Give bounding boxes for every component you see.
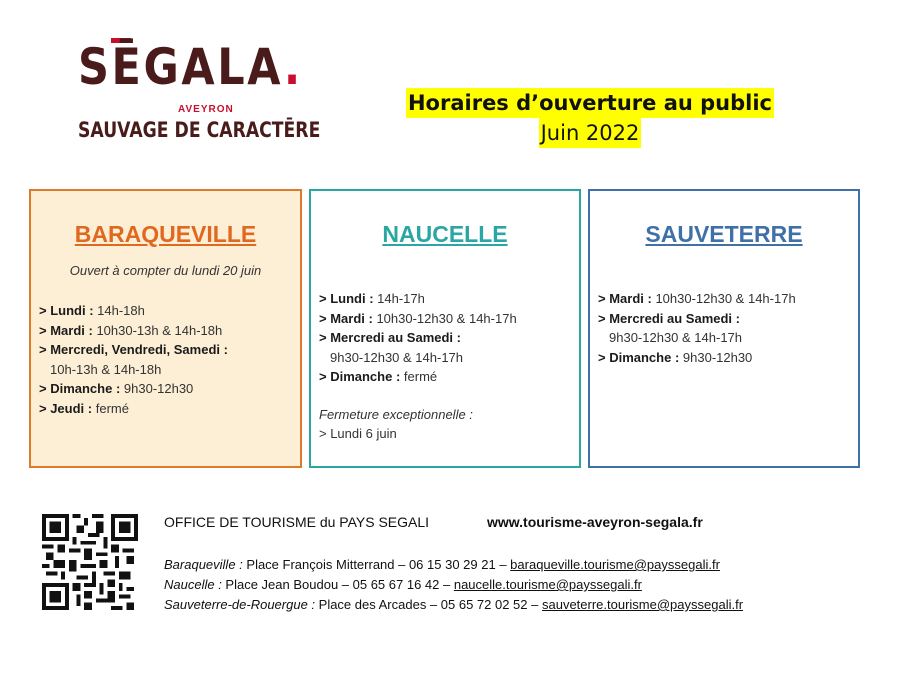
closure-title: Fermeture exceptionnelle : xyxy=(319,406,473,422)
hours-list xyxy=(319,289,573,444)
office-name: OFFICE DE TOURISME du PAYS SEGALI xyxy=(164,514,430,530)
hours-line: > Mardi : 10h30-13h & 14h-18h xyxy=(39,322,223,338)
hours-line: > Jeudi : fermé xyxy=(39,400,129,416)
hours-list xyxy=(598,289,852,367)
email-link[interactable]: sauveterre.tourisme@payssegali.fr xyxy=(541,597,744,612)
hours-list xyxy=(39,301,294,418)
hours-line: > Lundi : 14h-18h xyxy=(39,303,145,318)
website-link[interactable]: www.tourisme-aveyron-segala.fr xyxy=(487,514,703,530)
office-card-baraqueville xyxy=(29,189,302,468)
contact-line xyxy=(164,575,743,595)
contact-line xyxy=(164,555,743,575)
contact-city: Sauveterre-de-Rouergue : xyxy=(164,597,316,612)
contact-info: Place des Arcades – 05 65 72 02 52 – xyxy=(315,597,542,612)
logo-region: AVEYRON xyxy=(178,104,234,115)
contact-city: Naucelle : xyxy=(164,577,222,592)
hours-line: 9h30-12h30 & 14h-17h xyxy=(330,349,464,365)
office-title: SAUVETERRE xyxy=(645,221,803,247)
office-note: Ouvert à compter du lundi 20 juin xyxy=(69,263,262,278)
qr-code-icon[interactable] xyxy=(42,514,138,610)
contact-city: Baraqueville : xyxy=(164,557,243,572)
hours-line: > Mercredi au Samedi : xyxy=(598,310,740,326)
hours-line: > Mercredi, Vendredi, Samedi : xyxy=(39,342,228,357)
email-link[interactable]: baraqueville.tourisme@payssegali.fr xyxy=(510,557,720,572)
hours-line: > Mercredi au Samedi : xyxy=(319,330,461,345)
hours-line: > Mardi : 10h30-12h30 & 14h-17h xyxy=(598,291,796,306)
logo-tagline: SAUVAGE DE CARACTĒRE xyxy=(78,118,321,142)
hours-line: 9h30-12h30 & 14h-17h xyxy=(609,330,743,345)
page-title: Horaires d’ouverture au public xyxy=(406,88,774,118)
page-header xyxy=(400,88,780,148)
logo-wordmark: SĒGALA. xyxy=(78,38,303,96)
page-subtitle: Juin 2022 xyxy=(539,118,642,148)
contact-info: Place François Mitterrand – 06 15 30 29 21 – xyxy=(242,557,511,572)
hours-line: > Mardi : 10h30-12h30 & 14h-17h xyxy=(319,310,517,326)
hours-line: 10h-13h & 14h-18h xyxy=(50,361,162,377)
contact-info: Place Jean Boudou – 05 65 67 16 42 – xyxy=(221,577,454,592)
office-title: BARAQUEVILLE xyxy=(74,221,257,247)
email-link[interactable]: naucelle.tourisme@payssegali.fr xyxy=(453,577,642,592)
office-card-naucelle xyxy=(309,189,581,468)
hours-line: > Dimanche : fermé xyxy=(319,369,438,384)
hours-line: > Lundi : 14h-17h xyxy=(319,291,425,306)
contact-list xyxy=(164,555,743,615)
contact-line xyxy=(164,595,743,615)
office-card-sauveterre xyxy=(588,189,860,468)
hours-line: > Dimanche : 9h30-12h30 xyxy=(598,349,753,365)
hours-line: > Dimanche : 9h30-12h30 xyxy=(39,381,194,396)
closure-date: > Lundi 6 juin xyxy=(319,426,397,441)
office-title: NAUCELLE xyxy=(382,221,508,247)
